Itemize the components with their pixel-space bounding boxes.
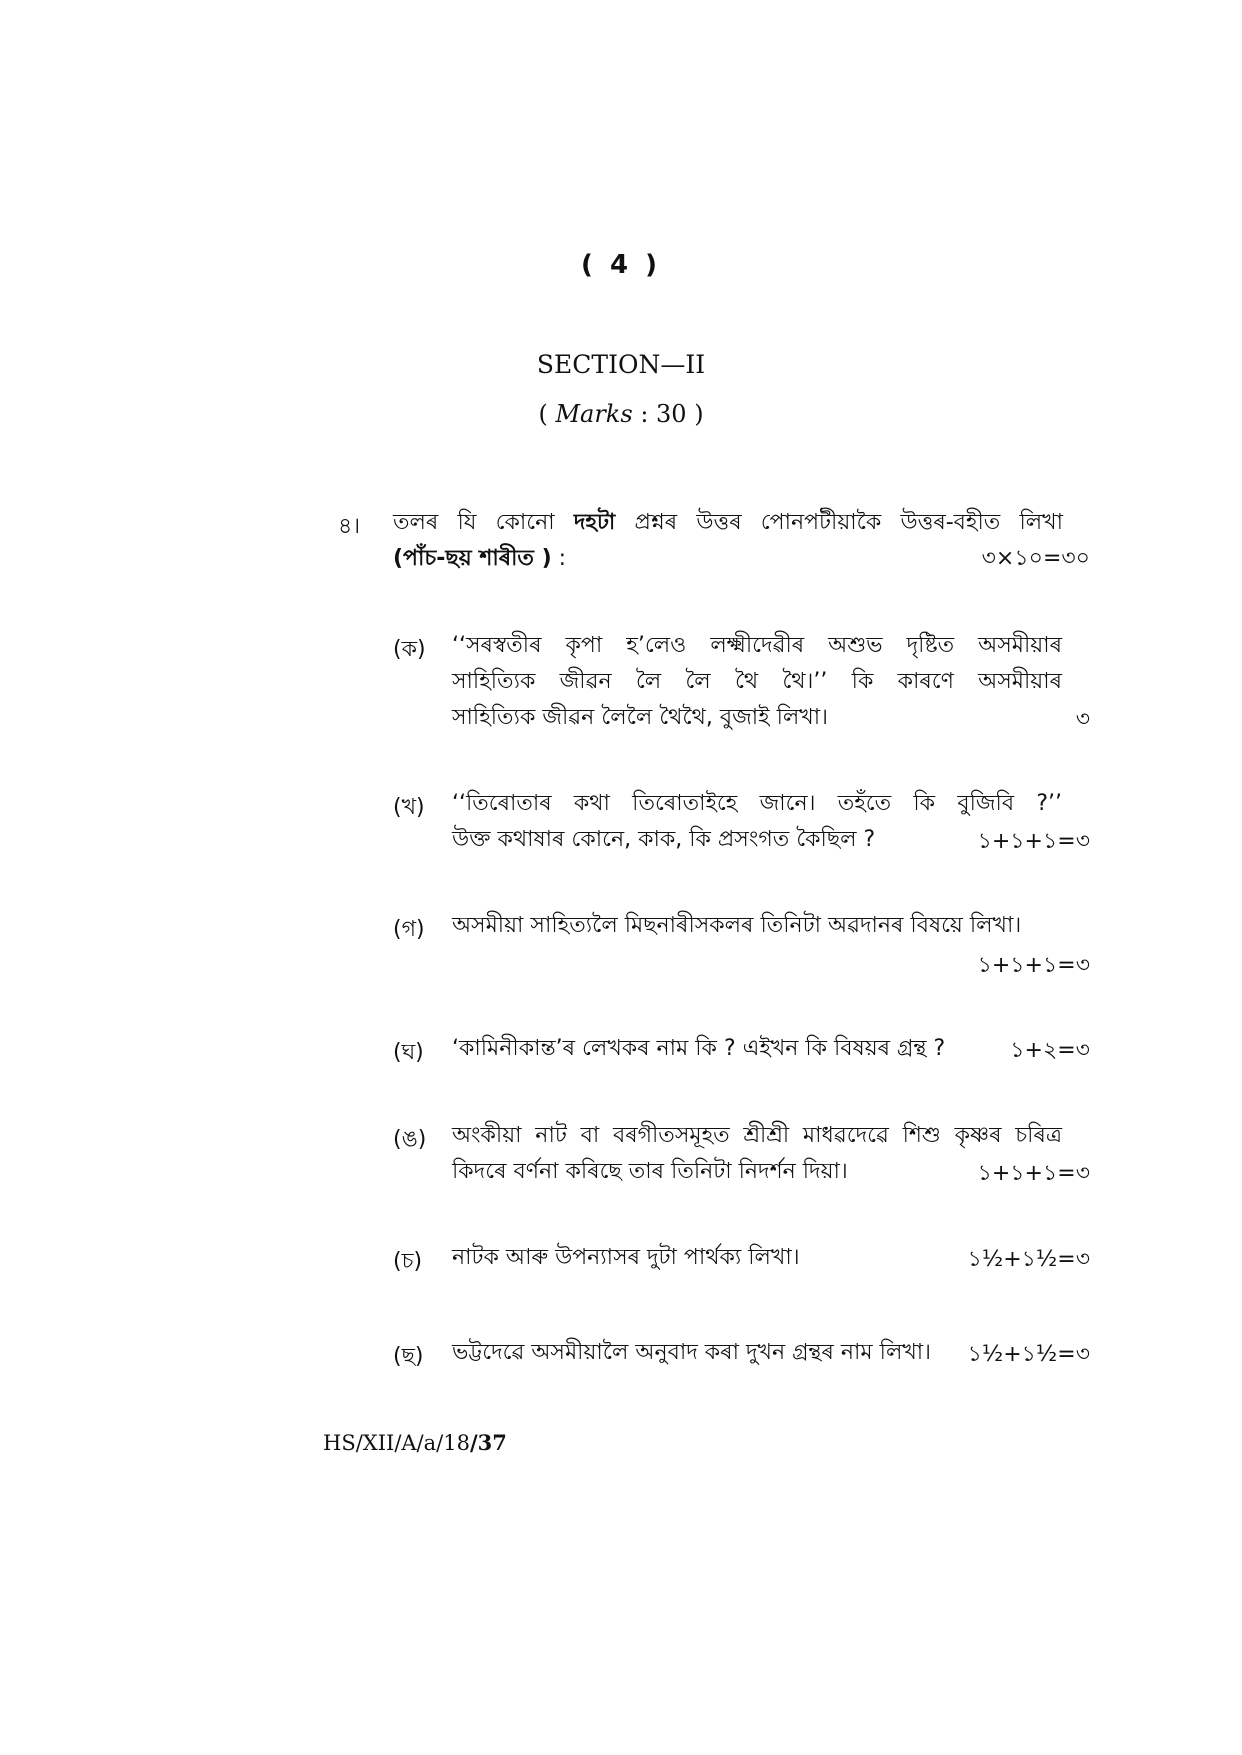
item-marks: ১+২=৩: [1010, 1038, 1090, 1063]
marks-heading: [0, 400, 1242, 428]
page-number: ( 4 ): [581, 250, 661, 280]
section-title: SECTION—II: [536, 350, 706, 379]
footer-code-text: HS/XII/A/a/18: [323, 1431, 470, 1455]
item-label: (ছ): [393, 1344, 424, 1369]
question-number: ৪।: [338, 514, 361, 539]
instruction-text: তলৰ যি কোনো: [393, 510, 574, 535]
question-instruction-line1: [393, 505, 1063, 541]
item-text-line: কিদৰে বৰ্ণনা কৰিছে তাৰ তিনিটা নিদৰ্শন দিয়া।: [452, 1159, 848, 1184]
item-text-line: ভট্টদেৱে অসমীয়ালৈ অনুবাদ কৰা দুখন গ্ৰন্থৰ নাম লিখা।: [452, 1340, 932, 1365]
marks-open: (: [538, 400, 548, 428]
item-marks: ১+১+১=৩: [977, 953, 1090, 978]
item-text-line: ‘‘তিৰোতাৰ কথা তিৰোতাইহে জানে। তহঁতে কি বুজিবি ?’’: [452, 791, 1062, 816]
footer-code-bold: /37: [469, 1430, 507, 1455]
item-text-line: ‘কামিনীকান্ত’ৰ লেখকৰ নাম কি ? এইখন কি বিষয়ৰ গ্ৰন্থ ?: [452, 1036, 946, 1061]
item-marks: ১½+১½=৩: [967, 1342, 1090, 1367]
question-marks: ৩×১০=৩০: [981, 546, 1090, 571]
marks-value: : 30 ): [640, 400, 704, 428]
item-text-line: সাহিত্যিক জীৱন লৈলৈ থৈথৈ, বুজাই লিখা।: [452, 705, 828, 730]
instruction-bold: দহটা: [573, 510, 616, 535]
item-label: (গ): [393, 917, 425, 942]
question-instruction-line2: [393, 541, 566, 577]
instruction-text: প্ৰশ্নৰ উত্তৰ পোনপটীয়াকৈ উত্তৰ-বহীত লিখা: [615, 510, 1063, 535]
item-label: (খ): [393, 795, 425, 820]
footer-code: [323, 1430, 507, 1455]
instruction-text: :: [551, 546, 567, 571]
marks-label: Marks: [555, 400, 633, 428]
item-text-line: উক্ত কথাষাৰ কোনে, কাক, কি প্ৰসংগত কৈছিল ?: [452, 827, 876, 852]
item-marks: ৩: [1075, 707, 1090, 732]
item-label: (ক): [393, 637, 426, 662]
item-text-line: অসমীয়া সাহিত্যলৈ মিছনাৰীসকলৰ তিনিটা অৱদানৰ বিষয়ে লিখা।: [452, 913, 1022, 938]
item-marks: ১+১+১=৩: [977, 829, 1090, 854]
item-label: (ঙ): [393, 1127, 427, 1152]
item-text-line: অংকীয়া নাট বা বৰগীতসমূহত শ্ৰীশ্ৰী মাধৱদেৱে শিশু কৃষ্ণৰ চৰিত্ৰ: [452, 1123, 1062, 1148]
item-text-line: সাহিত্যিক জীৱন লৈ লৈ থৈ থৈ।’’ কি কাৰণে অসমীয়াৰ: [452, 669, 1062, 694]
item-text-line: নাটক আৰু উপন্যাসৰ দুটা পাৰ্থক্য লিখা।: [452, 1245, 800, 1270]
item-marks: ১½+১½=৩: [967, 1247, 1090, 1272]
item-marks: ১+১+১=৩: [977, 1161, 1090, 1186]
instruction-bold: (পাঁচ-ছয় শাৰীত ): [393, 546, 552, 571]
item-text-line: ‘‘সৰস্বতীৰ কৃপা হ’লেও লক্ষ্মীদেৱীৰ অশুভ দৃষ্টিত অসমীয়াৰ: [452, 633, 1062, 658]
item-label: (ঘ): [393, 1040, 424, 1065]
item-label: (চ): [393, 1249, 423, 1274]
